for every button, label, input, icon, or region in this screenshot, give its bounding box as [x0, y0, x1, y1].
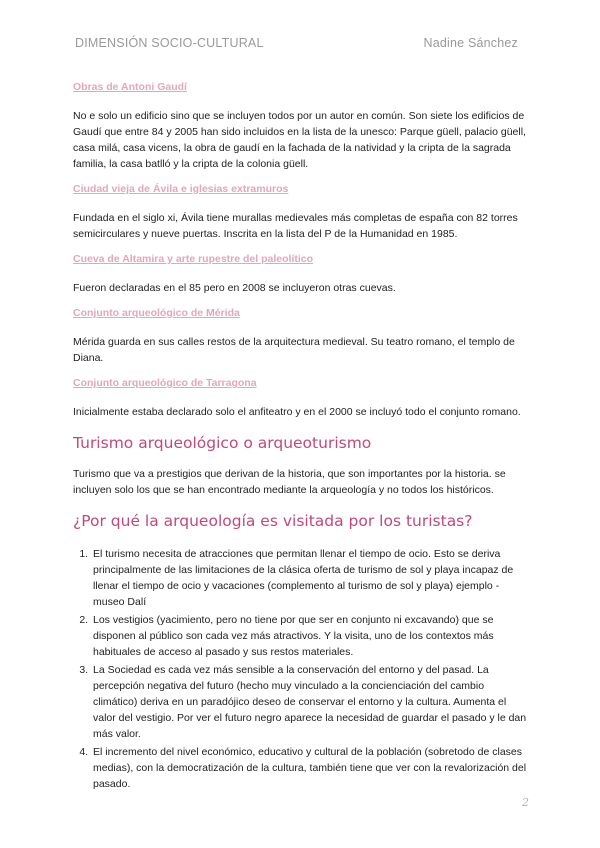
document-body — [73, 80, 528, 794]
section-text: Fueron declaradas en el 85 pero en 2008 se incluyeron otras cuevas. — [73, 282, 396, 294]
section-avila — [73, 182, 528, 242]
section-altamira — [73, 252, 528, 296]
section-merida — [73, 306, 528, 366]
section-text: Inicialmente estaba declarado solo el anfiteatro y en el 2000 se incluyó todo el conjunto romano. — [73, 406, 521, 418]
reasons-list — [73, 546, 528, 792]
section-title: Cueva de Altamira y arte rupestre del paleolítico — [73, 253, 314, 265]
section-title: Conjunto arqueológico de Tarragona — [73, 377, 257, 389]
list-item: 1. El turismo necesita de atracciones que permitan llenar el tiempo de ocio. Esto se deriva principalmente de las limitaciones de la clásica oferta de turismo de sol y playa incapaz de llenar el tiempo de ocio y vacaciones (complemento al turismo de sol y playa) ejemplo - museo Dalí — [91, 546, 528, 610]
section-tarragona — [73, 376, 528, 420]
section-text: Fundada en el siglo xi, Ávila tiene murallas medievales más completas de españa con 82 torres semicirculares y nueve puertas. Inscrita en la lista del P de la Humanidad en 1985. — [73, 212, 518, 240]
section-title: Conjunto arqueológico de Mérida — [73, 307, 240, 319]
list-item: 3. La Sociedad es cada vez más sensible a la conservación del entorno y del pasad. La percepción negativa del futuro (hecho muy vinculado a la concienciación del cambio climático) deriva en un paradójico deseo de conservar el entorno y la cultura. Aumenta el valor del vestigio. Por ver el futuro negro aparece la necesidad de guardar el pasado y le dan más valor. — [91, 662, 528, 742]
page-number: 2 — [522, 796, 529, 809]
heading-archaeotourism: Turismo arqueológico o arqueoturismo — [73, 434, 372, 452]
heading-why-archaeology: ¿Por qué la arqueología es visitada por los turistas? — [73, 512, 473, 530]
section-text: Mérida guarda en sus calles restos de la arquitectura medieval. Su teatro romano, el templo de Diana. — [73, 336, 515, 364]
list-item: 2. Los vestigios (yacimiento, pero no tiene por que ser en conjunto ni excavando) que se disponen al público son cada vez más atractivos. Y la visita, uno de los contextos más habituales de acceso al pasado y sus restos materiales. — [91, 612, 528, 660]
page-header — [75, 36, 518, 50]
section-title: Ciudad vieja de Ávila e iglesias extramuros — [73, 183, 289, 195]
archaeotourism-text: Turismo que va a prestigios que derivan de la historia, que son importantes por la historia. se incluyen solo los que se han encontrado mediante la arqueología y no todos los históricos. — [73, 468, 506, 496]
header-left: DIMENSIÓN SOCIO-CULTURAL — [75, 36, 264, 50]
list-item: 4. El incremento del nivel económico, educativo y cultural de la población (sobretodo de clases medias), con la democratización de la cultura, también tiene que ver con la revalorización del pasado. — [91, 744, 528, 792]
header-right: Nadine Sánchez — [423, 36, 518, 50]
section-gaudi — [73, 80, 528, 172]
section-title: Obras de Antoni Gaudí — [73, 81, 187, 93]
section-text: No e solo un edificio sino que se incluyen todos por un autor en común. Son siete los edificios de Gaudí que entre 84 y 2005 han sido incluidos en la lista de la unesco: Parque güell, palacio güell, casa milá, casa vicens, la obra de gaudí en la fachada de la natividad y la cripta de la sagrada familia, la casa batlló y la cripta de la colonia güell. — [73, 110, 526, 170]
